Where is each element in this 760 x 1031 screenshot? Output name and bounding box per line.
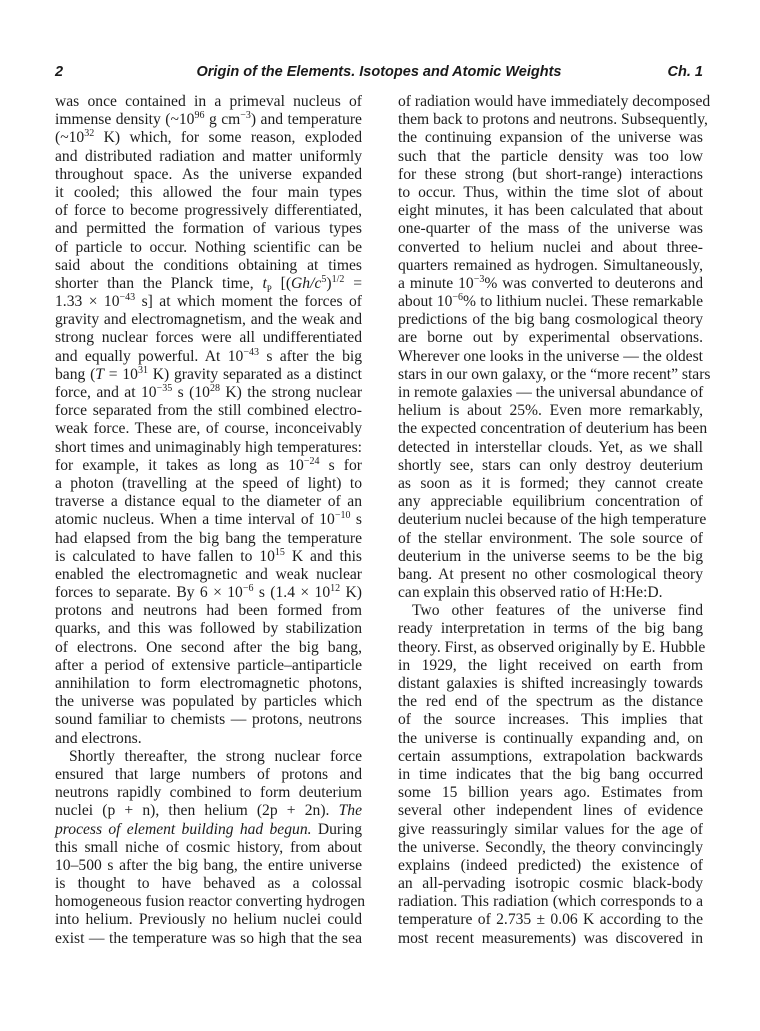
text-line: after a period of extensive particle–antiparticle — [55, 656, 362, 674]
text-line: predictions of the big bang cosmological theory — [398, 311, 703, 329]
text-line: it cooled; this allowed the four main types — [55, 183, 362, 201]
right-column — [398, 93, 711, 948]
text-line: force, and at $10^{-35}$ s ($10^{28}$ K) the strong nuclear — [55, 383, 363, 401]
text-line: is thought to have behaved as a colossal — [55, 875, 362, 893]
text-line: any appreciable equilibrium concentration of — [398, 493, 703, 511]
text-line: the universe is continually expanding and, on — [398, 729, 703, 747]
text-line: deuterium nuclei because of the high temperature — [398, 511, 707, 529]
text-line: short times and unimaginably high temperatures: — [55, 438, 362, 456]
text-line: neutrons rapidly combined to form deuterium — [55, 784, 362, 802]
paragraph-start-line: Shortly thereafter, the strong nuclear force — [69, 747, 362, 765]
text-line: Wherever one looks in the universe — the oldest — [398, 347, 703, 365]
text-line: 10–500 s after the big bang, the entire universe — [55, 856, 362, 874]
text-line: shortly see, stars can only destroy deuterium — [398, 456, 703, 474]
text-line: of the source increases. This implies that — [398, 711, 703, 729]
text-line: the universe was populated by particles which — [55, 693, 362, 711]
text-line: eight minutes, it has been calculated that about — [398, 202, 703, 220]
text-line: a photon (travelling at the speed of light) to — [55, 474, 362, 492]
text-line: radiation. This radiation (which corresponds to a — [398, 893, 703, 911]
text-line: is calculated to have fallen to $10^{15}$ K and this — [55, 546, 362, 565]
text-line: force separated from the still combined electro- — [55, 402, 362, 420]
text-line: throughout space. As the universe expanded — [55, 165, 362, 183]
text-line: can explain this observed ratio of H:He:D. — [398, 584, 663, 602]
text-line: ready interpretation in terms of the big bang — [398, 620, 703, 638]
text-line: of electrons. One second after the big bang, — [55, 638, 362, 656]
text-line: deuterium in the universe seems to be the big — [398, 547, 703, 565]
text-line: protons and neutrons had been formed from — [55, 602, 362, 620]
text-line: nuclei (p + n), then helium (2p + 2n). The — [55, 802, 362, 820]
text-line: bang ($T = 10^{31}$ K) gravity separated as a distinct — [55, 364, 362, 383]
text-line: in 1929, the light received on earth from — [398, 656, 703, 674]
page-number: 2 — [55, 64, 64, 80]
text-line: quarks, and this was followed by stabilization — [55, 620, 362, 638]
text-line: gravity and electromagnetism, and the weak and — [55, 311, 362, 329]
text-line: for these strong (but short-range) interactions — [398, 165, 703, 183]
text-line: the continuing expansion of the universe was — [398, 129, 703, 147]
text-line: most recent measurements) was discovered in — [398, 929, 703, 947]
text-line: was once contained in a primeval nucleus of — [55, 93, 362, 110]
text-line: and electrons. — [55, 729, 142, 747]
text-line: said about the conditions obtaining at times — [55, 256, 362, 274]
running-header — [55, 64, 703, 84]
text-line: give reassuringly similar values for the age of — [398, 820, 703, 838]
text-line: for example, it takes as long as $10^{-24}$ s for — [55, 455, 362, 474]
text-line: converted to helium nuclei and about three- — [398, 238, 703, 256]
text-line: quarters remained as hydrogen. Simultaneously, — [398, 256, 703, 274]
text-line: them back to protons and neutrons. Subsequently, — [398, 111, 708, 129]
text-line: immense density ($\sim 10^{96}$ g $cm^{-3}$) and temperature — [55, 110, 362, 129]
text-line: of radiation would have immediately decomposed — [398, 93, 711, 110]
text-line: enabled the electromagnetic and weak nuclear — [55, 565, 362, 583]
text-line: forces to separate. By $6 \times 10^{-6}$ s ($1.4 \times 10^{12}$ K) — [55, 583, 362, 602]
text-line: explains (indeed predicted) the existence of — [398, 856, 703, 874]
text-line: of the stellar environment. The sole source of — [398, 529, 703, 547]
text-line: temperature of 2.735 ± 0.06 K according to the — [398, 911, 703, 929]
text-line: a minute $10^{-3}\%$ was converted to deuterons and — [398, 273, 703, 292]
text-line: and distributed radiation and matter uniformly — [55, 147, 362, 165]
text-line: stars in our own galaxy, or the “more recent” stars — [398, 365, 711, 383]
text-line: the universe. Secondly, the theory convincingly — [398, 838, 703, 856]
text-line: of force to become progressively differentiated, — [55, 202, 362, 220]
text-line: sound familiar to chemists — protons, neutrons — [55, 711, 362, 729]
text-line: into helium. Previously no helium nuclei could — [55, 911, 362, 929]
text-line: in remote galaxies — the universal abundance of — [398, 384, 704, 401]
text-line: to occur. Thus, within the time slot of about — [398, 183, 703, 201]
text-line: traverse a distance equal to the diameter of an — [55, 493, 362, 511]
text-line: shorter than the Planck time, $t_P$ [$(Gh/c^5)^{1/2}$ = — [55, 273, 362, 294]
text-line: homogeneous fusion reactor converting hydrogen — [55, 893, 366, 911]
text-line: several other independent lines of evidence — [398, 802, 703, 820]
text-line: weak force. These are, of course, inconceivably — [55, 420, 362, 438]
text-line: an all-pervading isotropic cosmic black-body — [398, 875, 703, 893]
text-line: exist — the temperature was so high that the sea — [55, 929, 362, 947]
chapter-label: Ch. 1 — [667, 64, 703, 80]
left-column — [55, 93, 366, 948]
text-line: theory. First, as observed originally by E. Hubble — [398, 638, 706, 656]
text-line: ($\sim 10^{32}$ K) which, for some reason, exploded — [55, 128, 362, 147]
text-line: and permitted the formation of various types — [55, 220, 362, 238]
running-title: Origin of the Elements. Isotopes and Atomic Weights — [196, 64, 562, 80]
text-line: of particle to occur. Nothing scientific can be — [55, 238, 362, 256]
text-line: the expected concentration of deuterium has been — [398, 420, 708, 438]
text-line: bang. At present no other cosmological theory — [398, 565, 703, 583]
text-line: annihilation to form electromagnetic photons, — [55, 675, 362, 692]
text-line: ensured that large numbers of protons and — [55, 765, 362, 783]
text-line: certain assumptions, extrapolation backwards — [398, 747, 703, 765]
text-line: strong nuclear forces were all undifferentiated — [55, 329, 362, 347]
text-line: the red end of the spectrum as the distance — [398, 693, 703, 711]
paragraph-start-line: Two other features of the universe find — [412, 602, 703, 620]
text-line: had elapsed from the big bang the temperature — [55, 529, 362, 547]
text-line: in time indicates that the big bang occurred — [398, 765, 703, 783]
text-line: helium is about 25%. Even more remarkably, — [398, 402, 703, 420]
text-line: detected in interstellar clouds. Yet, as we shall — [398, 438, 703, 456]
text-line: atomic nucleus. When a time interval of $10^{-10}$ s — [55, 510, 362, 529]
text-line: some 15 billion years ago. Estimates from — [398, 784, 703, 802]
text-line: process of element building had begun. During — [55, 820, 363, 838]
text-line: and equally powerful. At $10^{-43}$ s after the big — [55, 346, 362, 365]
text-line: are borne out by experimental observations. — [398, 329, 703, 347]
text-line: $1.33 \times 10^{-43}$ s] at which moment the forces of — [55, 292, 362, 311]
text-line: distant galaxies is shifted increasingly towards — [398, 675, 703, 692]
text-line: this small niche of cosmic history, from about — [55, 838, 362, 856]
text-line: one-quarter of the mass of the universe was — [398, 220, 703, 238]
text-line: about $10^{-6}\%$ to lithium nuclei. These remarkable — [398, 292, 703, 311]
text-line: as soon as it is formed; they cannot create — [398, 474, 703, 492]
text-line: such that the particle density was too low — [398, 147, 703, 165]
